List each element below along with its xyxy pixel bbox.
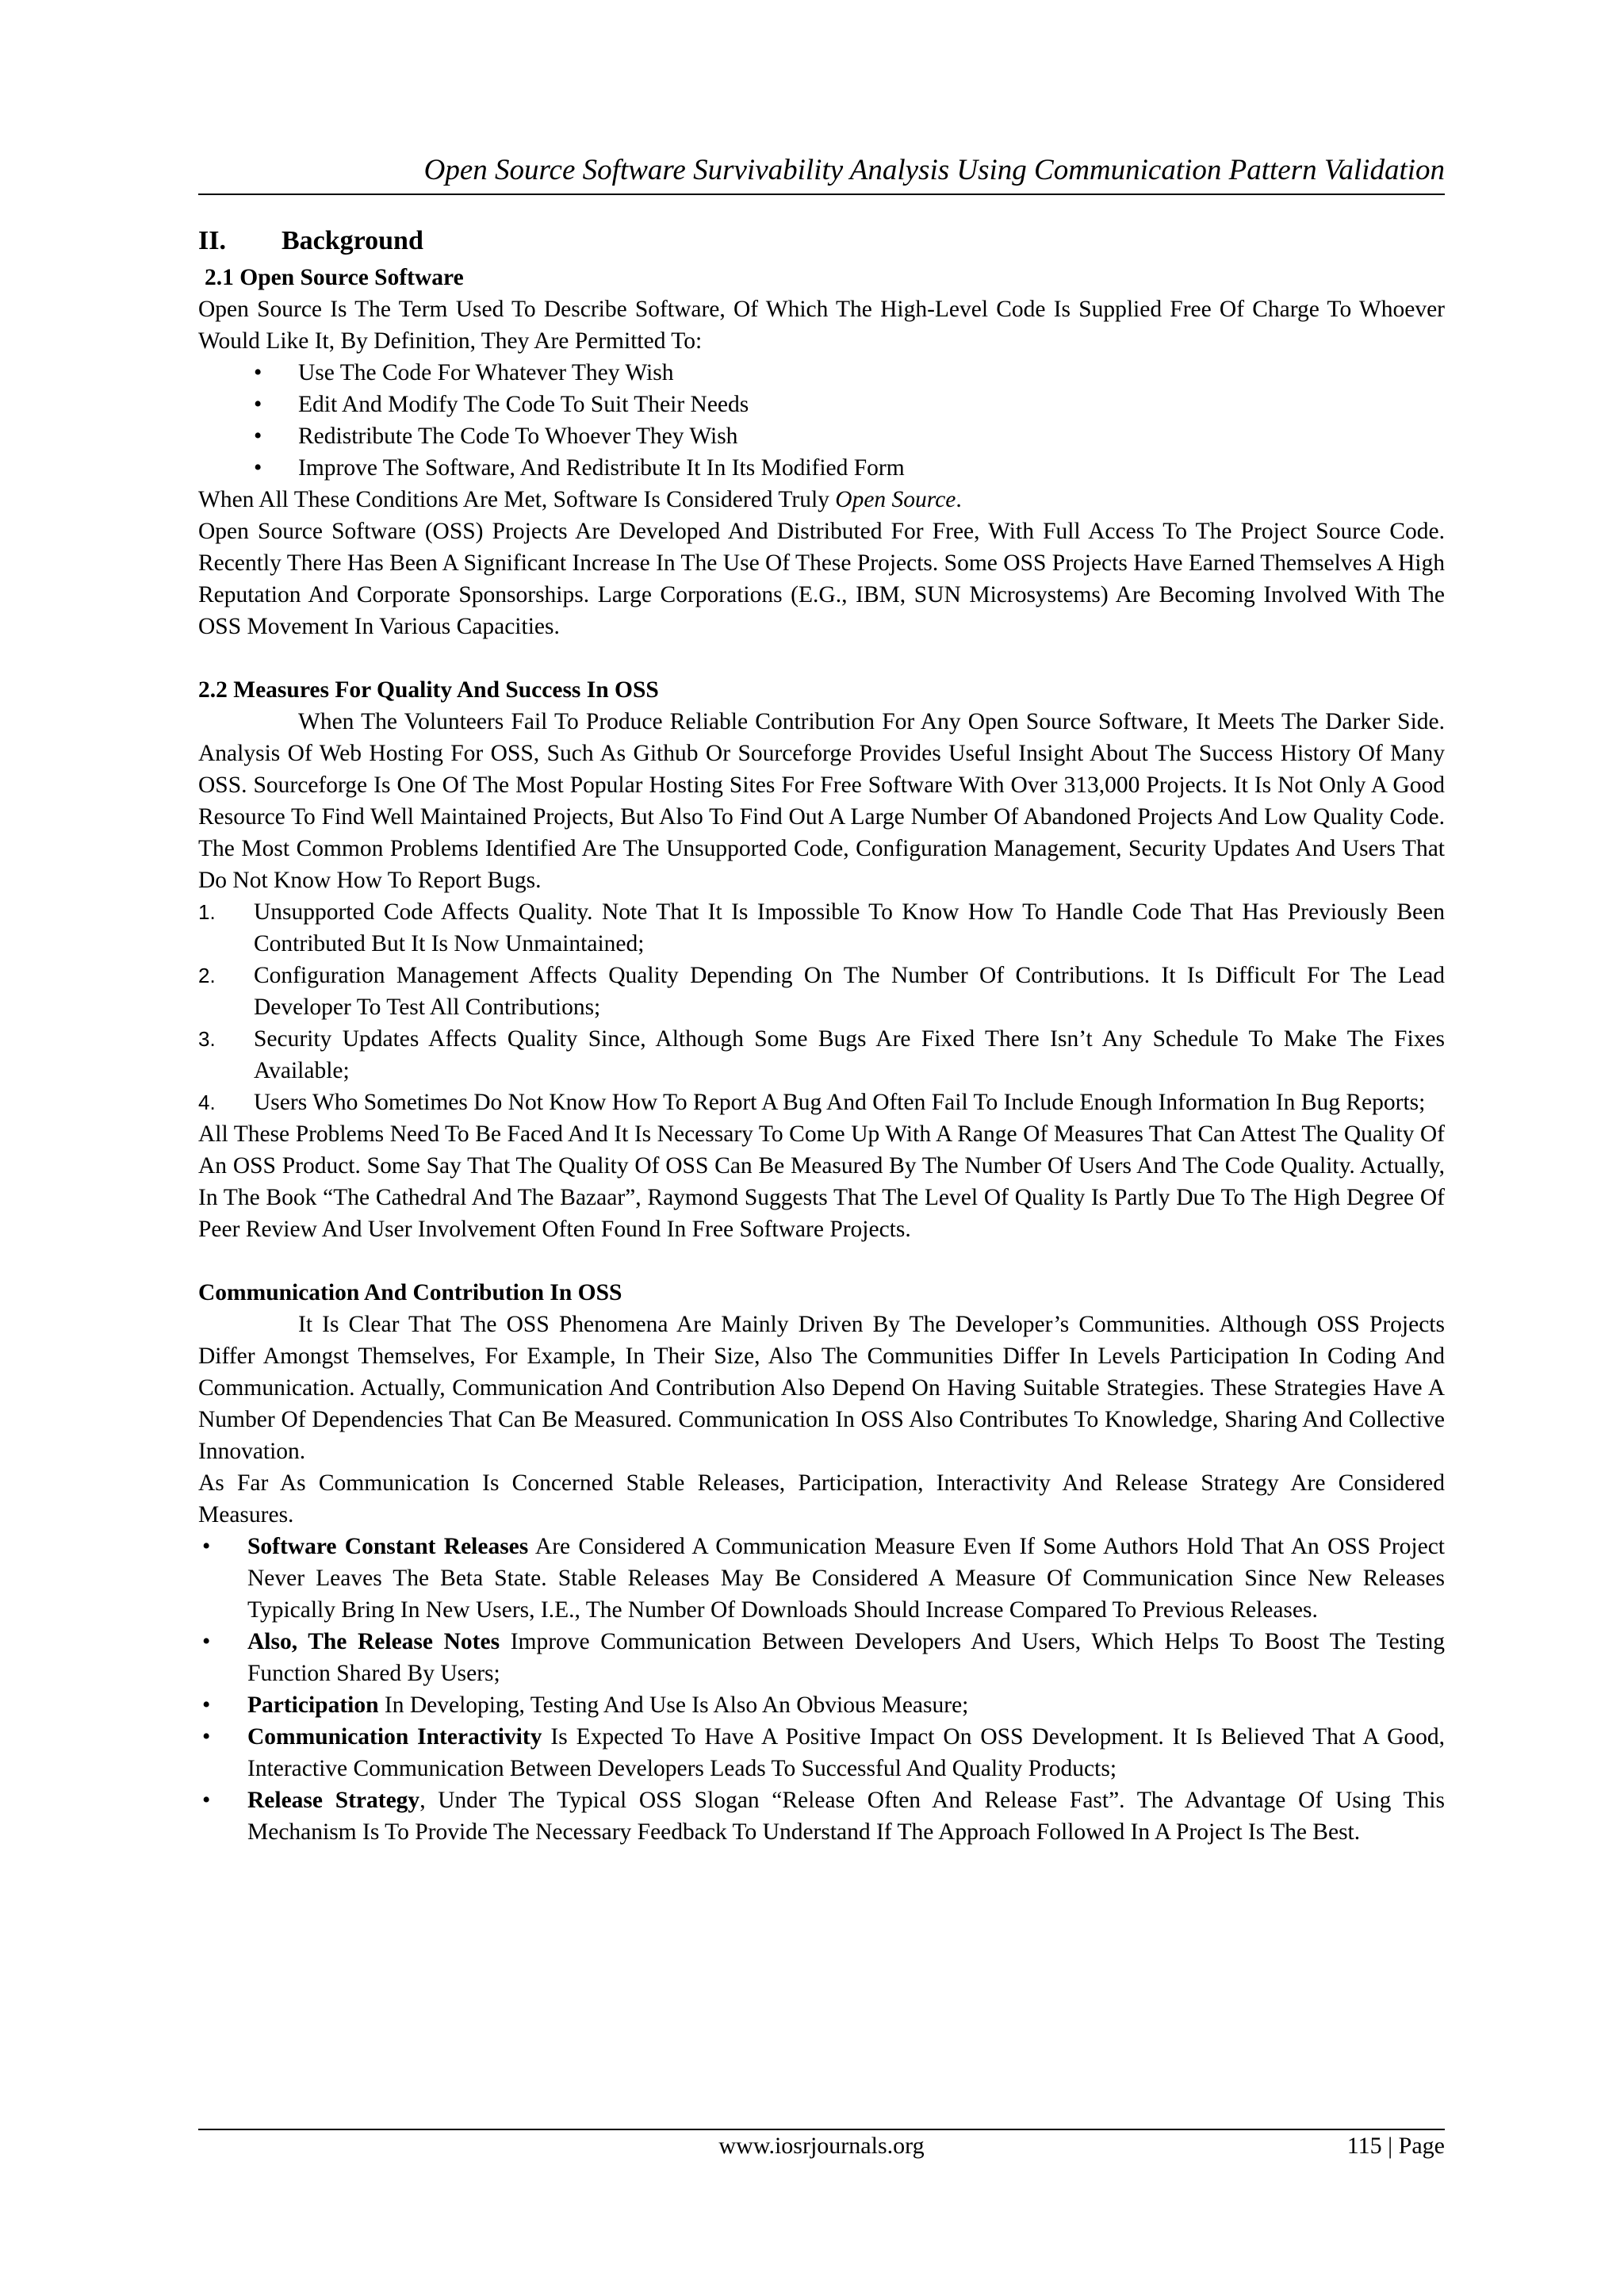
paragraph-2-2: When The Volunteers Fail To Produce Reliable Contribution For Any Open Source Software, It Meets The Darker Side. Analysis Of Web Hosting For OSS, Such As Github Or Sourceforge Provides Useful Insight About The Success History Of Many OSS. Sourceforge Is One Of The Most Popular Hosting Sites For Free Software With Over 313,000 Projects. It Is Not Only A Good Resource To Find Well Maintained Projects, But Also To Find Out A Large Number Of Abandoned Projects And Low Quality Code. The Most Common Problems Identified Are The Unsupported Code, Configuration Management, Security Updates And Users That Do Not Know How To Report Bugs.: [198, 709, 1445, 893]
subsection-heading-communication: Communication And Contribution In OSS: [198, 1280, 622, 1305]
list-item: [198, 1689, 1445, 1721]
list-item-text: Redistribute The Code To Whoever They Wish: [298, 424, 738, 449]
list-item: [198, 1023, 1445, 1087]
bullet-icon: •: [202, 1692, 211, 1718]
bullet-list-2-1: [198, 357, 1445, 484]
list-item-text: , Under The Typical OSS Slogan “Release Often And Release Fast”. The Advantage Of Using This Mechanism Is To Provide The Necessary Feedback To Understand If The Approach Followed In A Project Is The Best.: [247, 1788, 1445, 1845]
list-item-text: Use The Code For Whatever They Wish: [298, 360, 674, 385]
list-item: [198, 1531, 1445, 1626]
list-item: [198, 1784, 1445, 1848]
bullet-icon: •: [254, 424, 262, 449]
conclusion-emphasis: Open Source: [835, 487, 956, 512]
list-item: [198, 389, 1445, 420]
list-item-text: Configuration Management Affects Quality Depending On The Number Of Contributions. It Is Difficult For The Lead Developer To Test All Contributions;: [254, 963, 1445, 1020]
list-item-text: Improve The Software, And Redistribute It In Its Modified Form: [298, 455, 905, 481]
subsection-heading-2-1: 2.1 Open Source Software: [205, 265, 464, 290]
bullet-list-communication: [198, 1531, 1445, 1848]
spacer: [198, 642, 1445, 674]
list-number: 3.: [198, 1027, 216, 1051]
list-item-text: Unsupported Code Affects Quality. Note That It Is Impossible To Know How To Handle Code That Has Previously Been Contributed But It Is Now Unmaintained;: [254, 899, 1445, 956]
list-item-term: Software Constant Releases: [247, 1534, 529, 1559]
footer-page-number: 115 | Page: [1346, 2133, 1445, 2159]
list-item-term: Release Strategy: [247, 1788, 420, 1813]
list-item-text: In Developing, Testing And Use Is Also An Obvious Measure;: [378, 1692, 969, 1718]
list-item: [198, 420, 1445, 452]
spacer: [198, 1245, 1445, 1277]
list-item: [198, 1721, 1445, 1784]
list-item-term: Communication Interactivity: [247, 1724, 542, 1750]
list-item: [198, 357, 1445, 389]
list-item-text: Are Considered A Communication Measure Even If Some Authors Hold That An OSS Project Never Leaves The Beta State. Stable Releases May Be Considered A Measure Of Communication Since New Releases Typically Bring In New Users, I.E., The Number Of Downloads Should Increase Compared To Previous Releases.: [247, 1534, 1445, 1623]
list-number: 2.: [198, 964, 216, 987]
footer-website: www.iosrjournals.org: [718, 2133, 925, 2159]
list-number: 1.: [198, 900, 216, 924]
paragraph-communication: It Is Clear That The OSS Phenomena Are Mainly Driven By The Developer’s Communities. Although OSS Projects Differ Amongst Themselves, For Example, In Their Size, Also The Communities Differ In Levels Participation In Coding And Communication. Actually, Communication And Contribution Also Depend On Having Suitable Strategies. These Strategies Have A Number Of Dependencies That Can Be Measured. Communication In OSS Also Contributes To Knowledge, Sharing And Collective Innovation.: [198, 1312, 1445, 1464]
bullet-icon: •: [254, 455, 262, 481]
conclusion-end: .: [956, 487, 962, 512]
list-item-text: Security Updates Affects Quality Since, Although Some Bugs Are Fixed There Isn’t Any Schedule To Make The Fixes Available;: [254, 1026, 1445, 1083]
list-item: [198, 896, 1445, 960]
bullet-icon: •: [254, 392, 262, 417]
section-number: II.: [198, 226, 226, 255]
list-item-term: Participation: [247, 1692, 379, 1718]
section-title: [198, 220, 1445, 262]
paragraph-2-1-intro: Open Source Is The Term Used To Describe Software, Of Which The High-Level Code Is Supplied Free Of Charge To Whoever Would Like It, By Definition, They Are Permitted To:: [198, 297, 1445, 354]
list-item: [198, 452, 1445, 484]
list-number: 4.: [198, 1091, 216, 1114]
list-item-text: Is Expected To Have A Positive Impact On OSS Development. It Is Believed That A Good, Interactive Communication Between Developers Leads To Successful And Quality Products;: [247, 1724, 1445, 1781]
page-body: [198, 220, 1445, 1848]
list-item: [198, 960, 1445, 1023]
list-item: [198, 1626, 1445, 1689]
conclusion-text: When All These Conditions Are Met, Software Is Considered Truly: [198, 487, 836, 512]
subsection-heading-2-2: 2.2 Measures For Quality And Success In OSS: [198, 677, 659, 703]
bullet-icon: •: [202, 1724, 211, 1750]
bullet-icon: •: [202, 1629, 211, 1654]
bullet-icon: •: [202, 1788, 211, 1813]
list-item-text: Improve Communication Between Developers And Users, Which Helps To Boost The Testing Function Shared By Users;: [247, 1629, 1445, 1686]
list-item: [198, 1087, 1445, 1118]
bullet-icon: •: [202, 1534, 211, 1559]
bullet-icon: •: [254, 360, 262, 385]
list-item-text: Users Who Sometimes Do Not Know How To Report A Bug And Often Fail To Include Enough Information In Bug Reports;: [254, 1090, 1426, 1115]
paragraph-communication-measures: As Far As Communication Is Concerned Stable Releases, Participation, Interactivity And Release Strategy Are Considered Measures.: [198, 1470, 1445, 1527]
paragraph-2-1-oss: Open Source Software (OSS) Projects Are Developed And Distributed For Free, With Full Access To The Project Source Code. Recently There Has Been A Significant Increase In The Use Of These Projects. Some OSS Projects Have Earned Themselves A High Reputation And Corporate Sponsorships. Large Corporations (E.G., IBM, SUN Microsystems) Are Becoming Involved With The OSS Movement In Various Capacities.: [198, 519, 1445, 639]
running-head: Open Source Software Survivability Analysis Using Communication Pattern Validation: [423, 154, 1445, 186]
header-rule: [198, 194, 1445, 195]
paragraph-2-1-conclusion: [198, 484, 1445, 516]
paragraph-2-2-closing: All These Problems Need To Be Faced And It Is Necessary To Come Up With A Range Of Measures That Can Attest The Quality Of An OSS Product. Some Say That The Quality Of OSS Can Be Measured By The Number Of Users And The Code Quality. Actually, In The Book “The Cathedral And The Bazaar”, Raymond Suggests That The Level Of Quality Is Partly Due To The High Degree Of Peer Review And User Involvement Often Found In Free Software Projects.: [198, 1121, 1445, 1242]
list-item-text: Edit And Modify The Code To Suit Their Needs: [298, 392, 749, 417]
list-item-term: Also, The Release Notes: [247, 1629, 500, 1654]
section-name: Background: [281, 226, 423, 255]
numbered-list-2-2: [198, 896, 1445, 1118]
